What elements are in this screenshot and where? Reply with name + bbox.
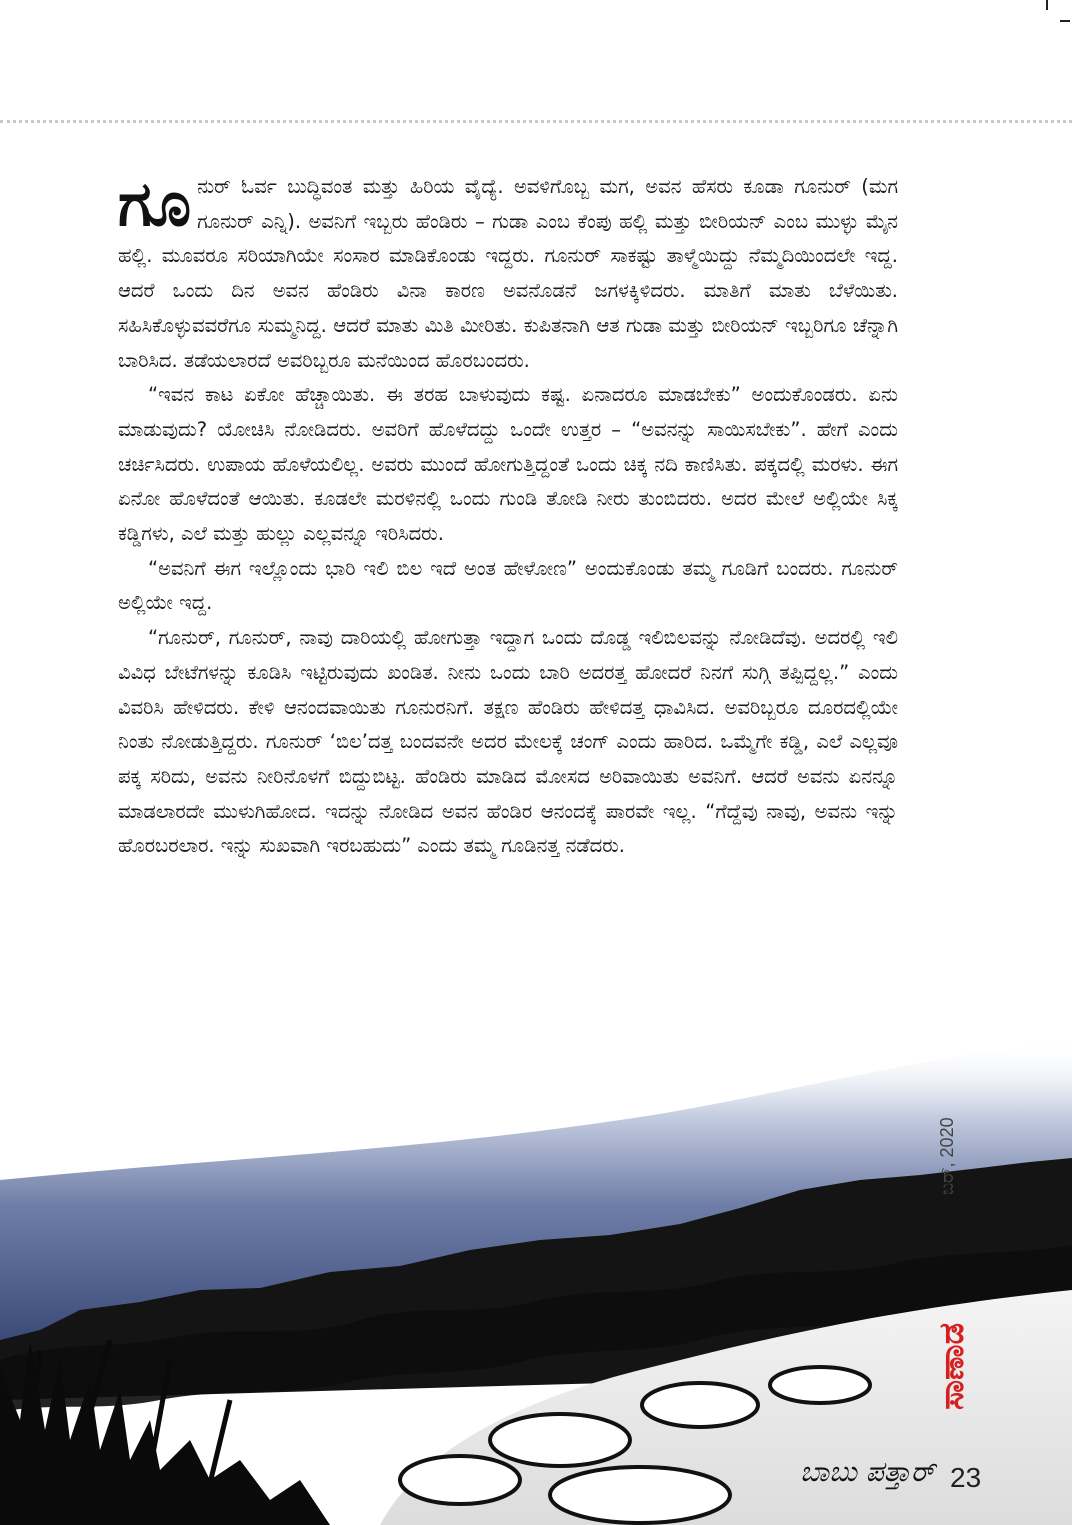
drop-cap: ಗೂ (118, 167, 192, 240)
page-number: 23 (950, 1462, 982, 1493)
rock (642, 1383, 758, 1427)
landscape-illustration (0, 1040, 1072, 1525)
header-dotted-rule (0, 120, 1072, 123)
rock (400, 1456, 520, 1504)
magazine-logo: ಸಾಣಾಡ (932, 1322, 972, 1410)
crop-mark-top-side (1060, 20, 1070, 22)
article-body (118, 167, 898, 864)
issue-date: ಬರ್, 2020 (937, 1117, 957, 1195)
paragraph-text: ನುರ್ ಓರ್ವ ಬುದ್ಧಿವಂತ ಮತ್ತು ಹಿರಿಯ ವೈದ್ಯೆ. ಅವಳಿಗೊಬ್ಬ ಮಗ, ಅವನ ಹೆಸರು ಕೂಡಾ ಗೂನುರ್ (ಮಗ ಗೂನುರ್ ಎನ್ನಿ). ಅವನಿಗೆ ಇಬ್ಬರು ಹೆಂಡಿರು – ಗುಡಾ ಎಂಬ ಕೆಂಪು ಹಲ್ಲಿ ಮತ್ತು ಬೀರಿಯನ್ ಎಂಬ ಮುಳ್ಳು ಮೈನ ಹಲ್ಲಿ. ಮೂವರೂ ಸರಿಯಾಗಿಯೇ ಸಂಸಾರ ಮಾಡಿಕೊಂಡು ಇದ್ದರು. ಗೂನುರ್ ಸಾಕಷ್ಟು ತಾಳ್ಮೆಯಿದ್ದು ನೆಮ್ಮದಿಯಿಂದಲೇ ಇದ್ದ. ಆದರೆ ಒಂದು ದಿನ ಅವನ ಹೆಂಡಿರು ವಿನಾ ಕಾರಣ ಅವನೊಡನೆ ಜಗಳಕ್ಕಿಳಿದರು. ಮಾತಿಗೆ ಮಾತು ಬೆಳೆಯಿತು. ಸಹಿಸಿಕೊಳ್ಳುವವರೆಗೂ ಸುಮ್ಮನಿದ್ದ. ಆದರೆ ಮಾತು ಮಿತಿ ಮೀರಿತು. ಕುಪಿತನಾಗಿ ಆತ ಗುಡಾ ಮತ್ತು ಬೀರಿಯನ್ ಇಬ್ಬರಿಗೂ ಚೆನ್ನಾಗಿ ಬಾರಿಸಿದ. ತಡೆಯಲಾರದೆ ಅವರಿಬ್ಬರೂ ಮನೆಯಿಂದ ಹೊರಬಂದರು. (118, 175, 898, 372)
article-paragraph (118, 167, 898, 378)
article-paragraph: “ಅವನಿಗೆ ಈಗ ಇಲ್ಲೊಂದು ಭಾರಿ ಇಲಿ ಬಿಲ ಇದೆ ಅಂತ ಹೇಳೋಣ” ಅಂದುಕೊಂಡು ತಮ್ಮ ಗೂಡಿಗೆ ಬಂದರು. ಗೂನುರ್ ಅಲ್ಲಿಯೇ ಇದ್ದ. (118, 556, 898, 615)
rock (770, 1367, 870, 1403)
rock (550, 1467, 730, 1523)
article-paragraph: “ಇವನ ಕಾಟ ಏಕೋ ಹೆಚ್ಚಾಯಿತು. ಈ ತರಹ ಬಾಳುವುದು ಕಷ್ಟ. ಏನಾದರೂ ಮಾಡಬೇಕು” ಅಂದುಕೊಂಡರು. ಏನು ಮಾಡುವುದು? ಯೋಚಿಸಿ ನೋಡಿದರು. ಅವರಿಗೆ ಹೊಳೆದದ್ದು ಒಂದೇ ಉತ್ತರ – “ಅವನನ್ನು ಸಾಯಿಸಬೇಕು”. ಹೇಗೆ ಎಂದು ಚರ್ಚಿಸಿದರು. ಉಪಾಯ ಹೊಳೆಯಲಿಲ್ಲ. ಅವರು ಮುಂದೆ ಹೋಗುತ್ತಿದ್ದಂತೆ ಒಂದು ಚಿಕ್ಕ ನದಿ ಕಾಣಿಸಿತು. ಪಕ್ಕದಲ್ಲಿ ಮರಳು. ಈಗ ಏನೋ ಹೊಳೆದಂತೆ ಆಯಿತು. ಕೂಡಲೇ ಮರಳಿನಲ್ಲಿ ಒಂದು ಗುಂಡಿ ತೋಡಿ ನೀರು ತುಂಬಿದರು. ಅದರ ಮೇಲೆ ಅಲ್ಲಿಯೇ ಸಿಕ್ಕ ಕಡ್ಡಿಗಳು, ಎಲೆ ಮತ್ತು ಹುಲ್ಲು ಎಲ್ಲವನ್ನೂ ಇರಿಸಿದರು. (118, 383, 898, 546)
article-paragraph: “ಗೂನುರ್, ಗೂನುರ್, ನಾವು ದಾರಿಯಲ್ಲಿ ಹೋಗುತ್ತಾ ಇದ್ದಾಗ ಒಂದು ದೊಡ್ಡ ಇಲಿಬಿಲವನ್ನು ನೋಡಿದೆವು. ಅದರಲ್ಲಿ ಇಲಿ ವಿವಿಧ ಬೇಟೆಗಳನ್ನು ಕೂಡಿಸಿ ಇಟ್ಟಿರುವುದು ಖಂಡಿತ. ನೀನು ಒಂದು ಬಾರಿ ಅದರತ್ತ ಹೋದರೆ ನಿನಗೆ ಸುಗ್ಗಿ ತಪ್ಪಿದ್ದಲ್ಲ.” ಎಂದು ವಿವರಿಸಿ ಹೇಳಿದರು. ಕೇಳಿ ಆನಂದವಾಯಿತು ಗೂನುರನಿಗೆ. ತಕ್ಷಣ ಹೆಂಡಿರು ಹೇಳಿದತ್ತ ಧಾವಿಸಿದ. ಅವರಿಬ್ಬರೂ ದೂರದಲ್ಲಿಯೇ ನಿಂತು ನೋಡುತ್ತಿದ್ದರು. ಗೂನುರ್ ‘ಬಿಲ’ದತ್ತ ಬಂದವನೇ ಅದರ ಮೇಲಕ್ಕೆ ಚಂಗ್ ಎಂದು ಹಾರಿದ. ಒಮ್ಮೆಗೇ ಕಡ್ಡಿ, ಎಲೆ ಎಲ್ಲವೂ ಪಕ್ಕ ಸರಿದು, ಅವನು ನೀರಿನೊಳಗೆ ಬಿದ್ದುಬಿಟ್ಟ. ಹೆಂಡಿರು ಮಾಡಿದ ಮೋಸದ ಅರಿವಾಯಿತು ಅವನಿಗೆ. ಆದರೆ ಅವನು ಏನನ್ನೂ ಮಾಡಲಾರದೇ ಮುಳುಗಿಹೋದ. ಇದನ್ನು ನೋಡಿದ ಅವನ ಹೆಂಡಿರ ಆನಂದಕ್ಕೆ ಪಾರವೇ ಇಲ್ಲ. “ಗೆದ್ದೆವು ನಾವು, ಅವನು ಇನ್ನು ಹೊರಬರಲಾರ. ಇನ್ನು ಸುಖವಾಗಿ ಇರಬಹುದು” ಎಂದು ತಮ್ಮ ಗೂಡಿನತ್ತ ನಡೆದರು. (118, 626, 898, 858)
crop-mark-top (1046, 0, 1048, 10)
artist-signature: ಬಾಬು ಪತ್ತಾರ್ (800, 1455, 935, 1488)
rock (490, 1414, 630, 1466)
